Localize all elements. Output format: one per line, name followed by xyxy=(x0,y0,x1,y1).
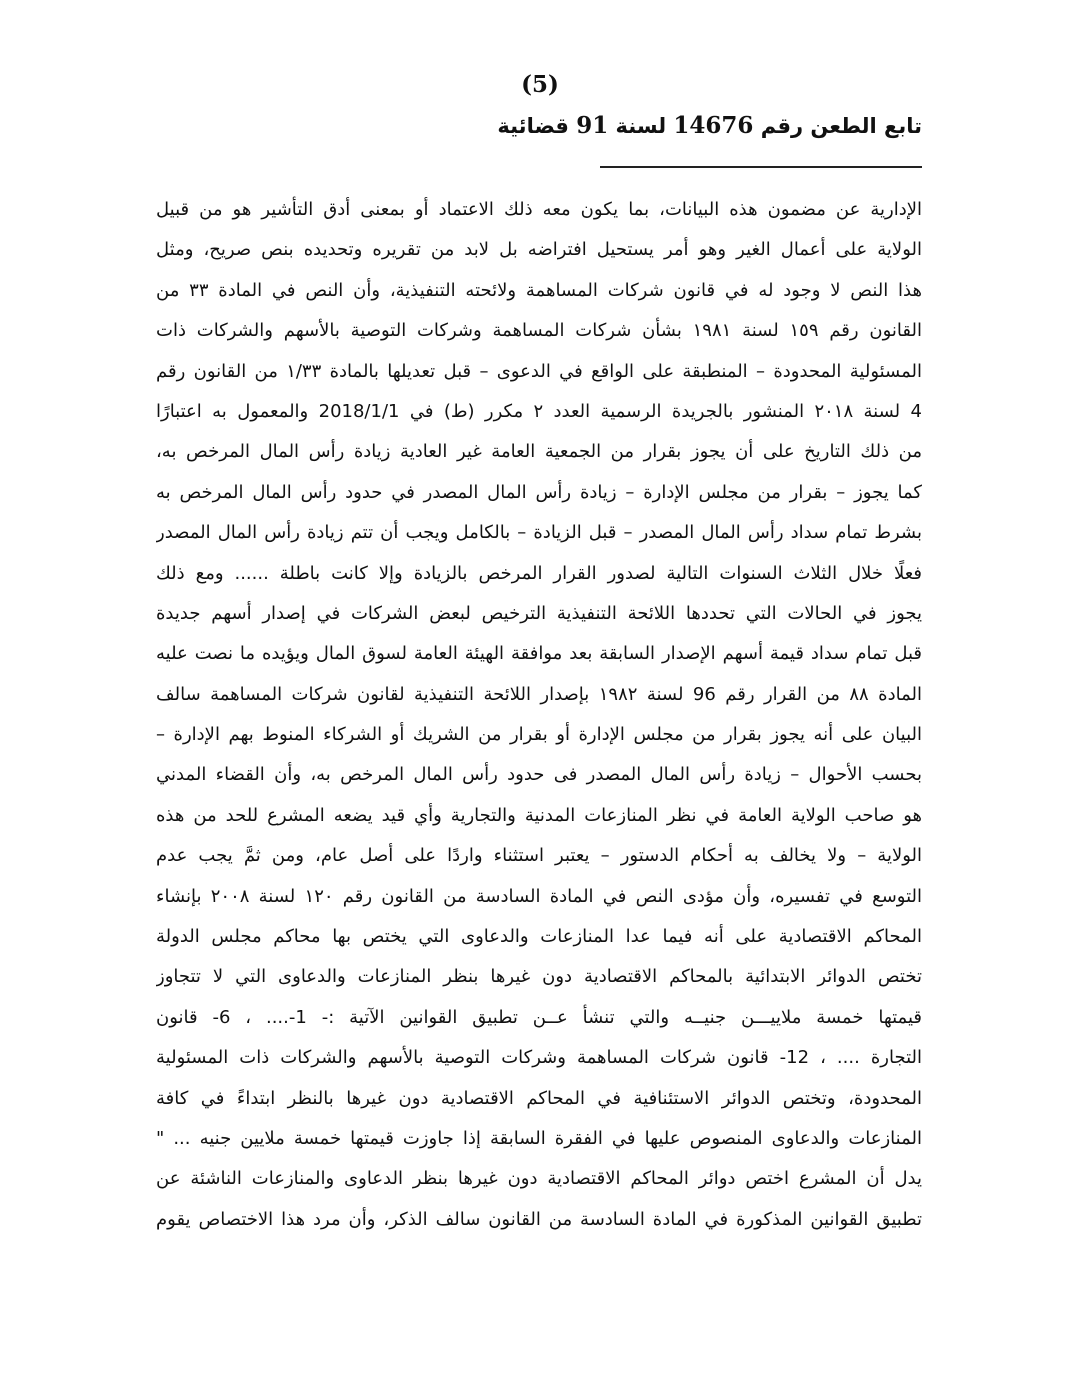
body-line: المحدودة، وتختص الدوائر الاستئنافية في المحاكم الاقتصادية دون غيرها بالنظر ابتداءً في كافة xyxy=(156,1087,922,1109)
body-line: قبل تمام سداد قيمة أسهم الإصدار السابقة بعد موافقة الهيئة العامة لسوق المال ويؤيده ما نصت عليه xyxy=(156,643,922,665)
body-line: هذا النص لا وجود له في قانون شركات المساهمة ولائحته التنفيذية، وأن النص في المادة ٣٣ من xyxy=(156,279,922,301)
body-line: البيان على أنه يجوز بقرار من مجلس الإدارة أو بقرار من الشريك أو الشركاء المنوط بهم الإدارة – xyxy=(156,724,922,746)
body-line: المسئولية المحدودة – المنطبقة على الواقع في الدعوى – قبل تعديلها بالمادة ١/٣٣ من القانون رقم xyxy=(156,360,922,382)
body-line: بحسب الأحوال – زيادة رأس المال المصدر فى حدود رأس المال المرخص به، وأن القضاء المدني xyxy=(156,764,922,786)
body-line: المحاكم الاقتصادية على أنه فيما عدا المنازعات والدعاوى التي يختص بها محاكم مجلس الدولة xyxy=(156,926,922,948)
case-title xyxy=(497,110,922,142)
body-line: الإدارية عن مضمون هذه البيانات، بما يكون معه ذلك الاعتماد أو بمعنى أدق التأشير هو من قبيل xyxy=(156,199,922,220)
body-line: القانون رقم ١٥٩ لسنة ١٩٨١ بشأن شركات المساهمة وشركات التوصية بالأسهم والشركات ذات xyxy=(156,320,922,342)
body-line: يجوز في الحالات التي تحددها اللائحة التنفيذية الترخيص لبعض الشركات في إصدار أسهم جديدة xyxy=(156,602,922,624)
case-title-prefix: تابع الطعن رقم xyxy=(760,114,922,138)
case-number: 14676 xyxy=(673,112,754,139)
body-line: هو صاحب الولاية العامة في نظر المنازعات المدنية والتجارية وأي قيد يضعه المشرع للحد من هذه xyxy=(156,804,922,826)
page-number: (5) xyxy=(521,71,559,98)
case-title-suffix: قضائية xyxy=(497,114,569,138)
body-line: المادة ٨٨ من القرار رقم 96 لسنة ١٩٨٢ بإصدار اللائحة التنفيذية لقانون شركات المساهمة سالف xyxy=(156,683,922,705)
body-line: تطبيق القوانين المذكورة في المادة السادسة من القانون سالف الذكر، وأن مرد هذا الاختصاص يقوم xyxy=(156,1208,922,1230)
body-line: التجارة .... ، 12- قانون شركات المساهمة وشركات التوصية بالأسهم والشركات ذات المسئولية xyxy=(156,1047,922,1069)
body-line: 4 لسنة ٢٠١٨ المنشور بالجريدة الرسمية العدد ٢ مكرر (ط) في 2018/1/1 والمعمول به اعتبارًا xyxy=(156,400,922,422)
body-line: من ذلك التاريخ على أن يجوز بقرار من الجمعية العامة غير العادية زيادة رأس المال المرخص به، xyxy=(156,441,922,463)
body-line: يدل أن المشرع اختص دوائر المحاكم الاقتصادية دون غيرها بنظر الدعاوى والمنازعات الناشئة عن xyxy=(156,1168,922,1190)
body-line: التوسع في تفسيره، وأن مؤدى النص في المادة السادسة من القانون رقم ١٢٠ لسنة ٢٠٠٨ بإنشاء xyxy=(156,885,922,907)
body-line: المنازعات والدعاوى المنصوص عليها في الفقرة السابقة إذا جاوزت قيمتها خمسة ملايين جنيه ... " xyxy=(156,1127,922,1149)
body-text xyxy=(156,190,922,1240)
case-year: 91 xyxy=(576,112,609,139)
case-title-middle: لسنة xyxy=(615,114,667,138)
body-line: الولاية على أعمال الغير وهو أمر يستحيل افتراضه بل لابد من تقريره وتحديده بنص صريح، ومثل xyxy=(156,239,922,261)
body-line: الولاية – ولا يخالف به أحكام الدستور – يعتبر استثناء واردًا على أصل عام، ومن ثمَّ يجب عدم xyxy=(156,845,922,867)
body-line: قيمتها خمسة ملاييـــن جنيــه والتي تنشأ عــن تطبيق القوانين الآتية :- 1-.... ، 6- قانون xyxy=(156,1006,922,1028)
body-line: فعلًا خلال الثلاث السنوات التالية لصدور القرار المرخص بالزيادة وإلا كانت باطلة ...... ومع ذلك xyxy=(156,562,922,584)
body-line: كما يجوز – بقرار من مجلس الإدارة – زيادة رأس المال المصدر في حدود رأس المال المرخص به xyxy=(156,481,922,503)
body-line: بشرط تمام سداد رأس المال المصدر – قبل الزيادة – بالكامل ويجب أن تتم زيادة رأس المال المصدر xyxy=(156,522,922,544)
body-line: تختص الدوائر الابتدائية بالمحاكم الاقتصادية دون غيرها بنظر المنازعات والدعاوى التي لا تتجاوز xyxy=(156,966,922,988)
header-divider xyxy=(600,166,922,168)
